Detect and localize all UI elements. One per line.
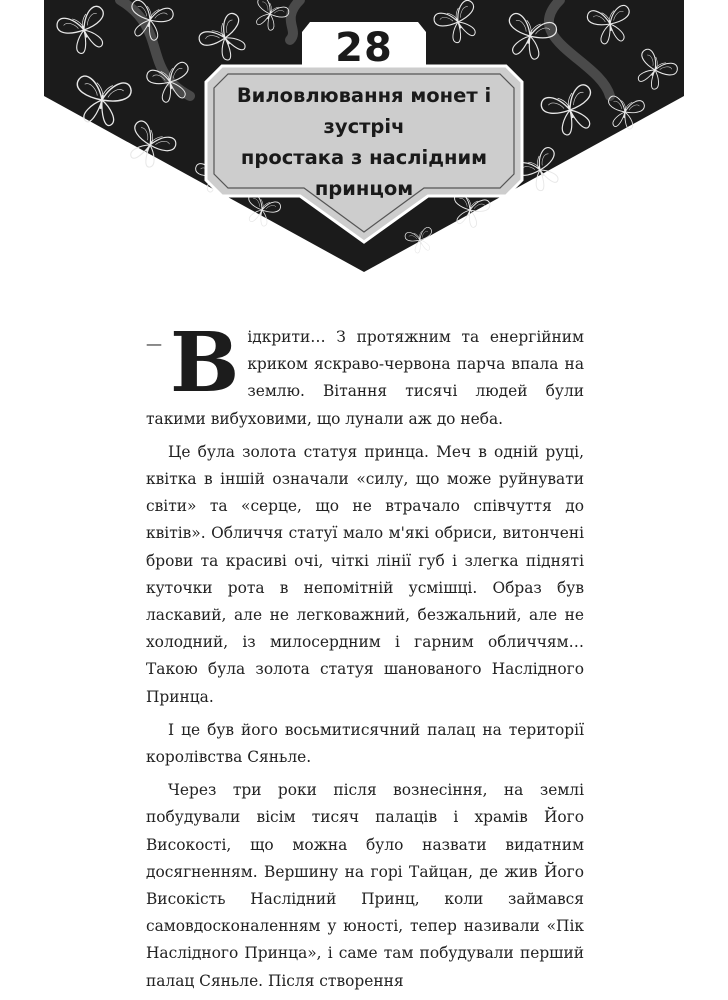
- paragraph: [146, 315, 584, 433]
- paragraph: [146, 717, 584, 771]
- chapter-title-line: принцом: [314, 177, 414, 200]
- paragraph: [146, 439, 584, 711]
- paragraph: [146, 777, 584, 995]
- paragraph-text: І це був його восьмитисячний палац на території королівства Сяньле.: [146, 720, 584, 767]
- chapter-title-line: простака з наслідним: [240, 146, 488, 169]
- paragraph-text: Через три роки після вознесіння, на землі побудували вісім тисяч палаців і храмів Його Високості, що можна було назвати видатним досягненням. Вершину на горі Тайцан, де жив Його Високість Наслідний Принц, коли займався самовдосконаленням у юності, тепер називали «Пік Наслідного Принца», і саме там побудували перший палац Сяньле. Після створення: [146, 781, 584, 990]
- chapter-header: [0, 0, 728, 280]
- paragraph-text: ідкрити… З протяжним та енергійним криком яскраво-червона парча впала на землю. Вітання тисячі людей були такими вибуховими, що лунали аж до неба.: [146, 328, 584, 428]
- chapter-number: 28: [335, 25, 393, 71]
- chapter-text: [146, 315, 584, 995]
- chapter-title-line: Виловлювання монет і зустріч: [236, 84, 492, 138]
- chapter-title: [210, 80, 518, 200]
- paragraph-text: Це була золота статуя принца. Меч в одній руці, квітка в іншій означали «силу, що може руйнувати світи» та «серце, що не втрачало співчуття до квітів». Обличчя статуї мало м'які обриси, витончені брови та красиві очі, чіткі лінії губ і злегка підняті куточки рота в непомітній усмішці. Образ був ласкавий, але не легковажний, безжальний, але не холодний, із милосердним і гарним обличчям… Такою була золота статуя шанованого Наслідного Принца.: [146, 442, 584, 706]
- drop-cap: В: [170, 315, 240, 411]
- dialogue-dash: —: [146, 334, 162, 353]
